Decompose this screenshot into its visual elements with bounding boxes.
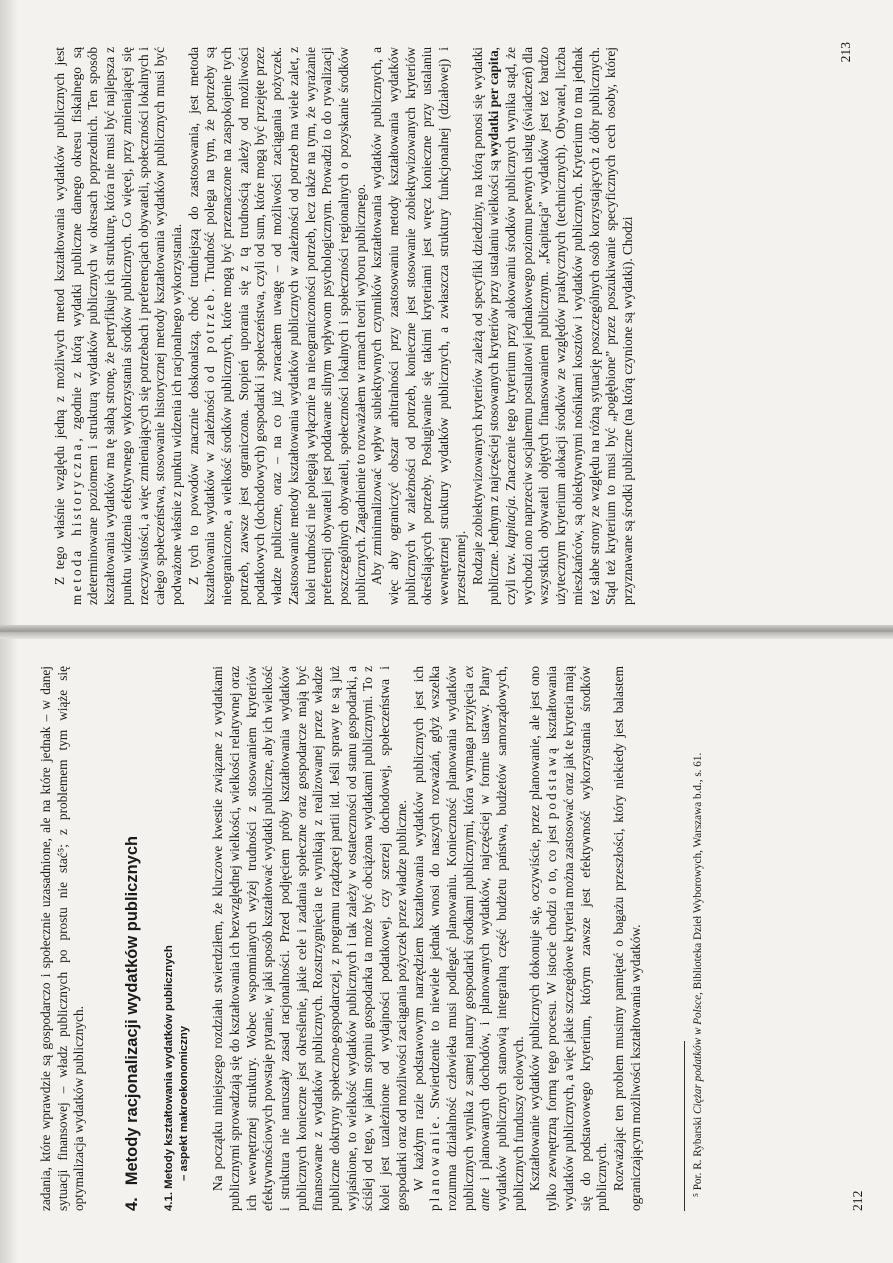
text-run: Z tych to powodów znacznie doskonalszą, choć trudniejszą do zastosowania, jest metoda kształtowania wydatków w zależności — [185, 47, 218, 605]
text-run: Z tego właśnie względu jedną z możliwych metod kształtowania wydatków publicznych jest — [52, 47, 67, 585]
section-title: Metody kształtowania wydatków publicznych — [163, 945, 176, 1189]
text-run: Por. R. Rybarski — [692, 1113, 705, 1191]
bold-term: wydatki per capita — [486, 50, 502, 157]
paragraph: Rozważając ten problem musimy pamiętać o bagażu przeszłości, który niekiedy jest balastem ograniczającym możliwości kształtowania wydatków. — [610, 666, 643, 1211]
paragraph — [470, 47, 637, 605]
page-213 — [0, 0, 893, 625]
book-title: Ciężar podatków w Polsce — [692, 994, 705, 1114]
italic-term: ex ante — [460, 666, 493, 1211]
text-run: , czyli tzw. — [486, 47, 518, 605]
paragraph — [186, 47, 370, 605]
page-212-text-column — [38, 666, 706, 1211]
text-run: Kształtowanie wydatków publicznych dokonuje się, oczywiście, przez planowanie, ale jest ono tylko zewnętrzną formą tego procesu. W istocie chodzi o to, co jest — [527, 666, 560, 1211]
footnote-rule — [684, 1041, 685, 1211]
spaced-emphasis: podstawą — [544, 745, 560, 820]
footnote — [691, 666, 706, 1211]
page-213-text-column — [52, 47, 637, 605]
paragraph — [411, 666, 528, 1211]
text-run: Rodzaje zobiektywizowanych kryteriów zależą od specyfiki dziedziny, na którą ponosi się wydatki publiczne. Jednym z najczęściej stosowanych kryteriów przy ustalaniu wielkości są — [469, 47, 502, 605]
spaced-emphasis: planowanie — [427, 1119, 443, 1211]
paragraph: Na początku niniejszego rozdziału stwierdziłem, że kluczowe kwestie związane z wydatkami publicznymi sprowadzają się do kształtowania ich bezwzględnej wielkości, wielkości relatywnej oraz ich wewnętrznej struktury. Wobec wspomnianych wyżej trudności z stosowaniem kryteriów efektywnościowych powstaje pytanie, w jaki sposób kształtować wydatki publiczne, aby ich wielkość i struktura nie naruszały zasad racjonalności. Przed podjęciem próby kształtowania wydatków publicznych konieczne jest określenie, jakie cele i zadania społeczne oraz gospodarcze mają być finansowane z wydatków publicznych. Rozstrzygnięcia te wynikają z realizowanej przez władze publiczne doktryny społeczno-gospodarczej, z programu rządzącej partii itd. Jeśli sprawy te są już wyjaśnione, to wielkość wydatków publicznych i tak zależy w ostateczności od stanu gospodarki, a ściślej od tego, w jakim stopniu gospodarka ta może być obciążona wydatkami publicznymi. To z kolei jest uzależnione od wydajności podatkowej, czy szerzej dochodowej, społeczeństwa i gospodarki oraz od możliwości zaciągania pożyczek przez władze publiczne. — [210, 666, 409, 1211]
text-run: W każdym razie podstawowym narzędziem kształtowania wydatków publicznych jest ich — [410, 666, 426, 1191]
carryover-paragraph: zadania, które wprawdzie są gospodarczo i społecznie uzasadnione, ale na które jednak – w danej sytuacji finansowej – władz publicznych po prostu nie stać⁵; z problemem tym wiąże się optymalizacja wydatków publicznych. — [38, 666, 87, 1211]
text-run: . Znaczenie tego kryterium przy alokowaniu środków publicznych wynika stąd, że wychodzi ono naprzeciw socjalnemu postulatowi jednakowego poziomu pewnych usług (świadczeń) dla wszystkich obywateli objętych finansowaniem publicznym. „Kapitacja” wydatków jest też bardzo użytecznym kryterium alokacji środków ze względów praktycznych (technicznych). Obywatel, liczba mieszkańców, są obiektywnymi nośnikami kosztów i wydatków publicznych. Kryterium to ma jednak też słabe strony ze względu na różną sytuację poszczególnych osób korzystających z dóbr publicznych. Stąd też kryterium to musi być „pogłębione” przez poszukiwanie specyficznych cech osoby, której przyznawane są środki publiczne (na którą czynione są wydatki). Chodzi — [502, 47, 635, 605]
book-gutter — [0, 625, 893, 639]
page-number: 212 — [850, 1190, 866, 1211]
text-run: . Trudność polega na tym, że potrzeby są nieograniczone, a wielkość środków publicznych, które mogą być przeznaczone na zaspokojenie tych potrzeb, zawsze jest ograniczona. Stopień uporania się z tą trudnością zależy od możliwości podatkowych (dochodowych) gospodarki i społeczeństwa, czyli od sum, które mogą być przejęte przez władze publiczne, oraz – na co już zwracałem uwagę – od możliwości zaciągania pożyczek. Zastosowanie metody kształtowania wydatków publicznych w zależności od potrzeb ma wiele zalet, z kolei trudności nie polegają wyłącznie na nieograniczoności potrzeb, lecz także na tym, że wyrażanie preferencji obywateli jest poddawane silnym wpływom psychologicznym. Prowadzi to do rywalizacji poszczególnych obywateli, społeczności lokalnych i społeczności regionalnych o pozyskanie środków publicznych. Zagadnienie to rozważałem w ramach teorii wyboru publicznego. — [202, 47, 368, 605]
text-run: , zgodnie z którą wydatki publiczne danego okresu fiskalnego są zdeterminowane poziomem i strukturą wydatków publicznych w okresach poprzednich. Ten sposób kształtowania wydatków ma tę słabą stronę, że petryfikuje ich strukturę, która nie musi być najlepsza z punktu widzenia efektywnego wykorzystania środków publicznych. Co więcej, przy zmieniającej się rzeczywistości, a więc zmieniających się potrzebach i preferencjach obywateli, społeczności lokalnych i całego społeczeństwa, stosowanie historycznej metody kształtowania wydatków publicznych musi być podważone właśnie z punktu widzenia ich racjonalnego wykorzystania. — [68, 47, 184, 605]
spaced-emphasis: metoda historyczna — [68, 441, 84, 605]
section-subtitle: – aspekt makroekonomiczny — [178, 1025, 191, 1181]
text-run: kształtowania wydatków publicznych, a więc jakie szczegółowe kryteria można zastosować oraz jak te kryteria mają się do podstawowego kryterium, którym zawsze jest efektywność wykorzystania środków publicznych. — [544, 666, 610, 1211]
page-212 — [0, 639, 893, 1263]
text-run: . Stwierdzenie to niewiele jednak wnosi do naszych rozważań, gdyż wszelka rozumna działalność człowieka musi podlegać planowaniu. Konieczność planowania wydatków publicznych wynika z samej natury gospodarki środkami publicznymi, która wymaga przyjęcia — [427, 666, 476, 1211]
chapter-heading — [122, 666, 142, 1211]
spaced-emphasis: od potrzeb — [202, 292, 218, 383]
italic-term: kapitacja — [502, 498, 518, 549]
section-heading — [162, 666, 192, 1211]
chapter-title: Metody racjonalizacji wydatków publicznych — [123, 835, 142, 1186]
section-number: 4.1. — [163, 1192, 176, 1211]
page-number: 213 — [838, 42, 854, 63]
paragraph — [527, 666, 611, 1211]
footnote-mark: ⁵ — [692, 1193, 705, 1197]
paragraph — [52, 47, 186, 605]
chapter-number: 4. — [123, 1197, 142, 1211]
text-run: , Biblioteka Dzieł Wyborowych, Warszawa b.d., s. 61. — [692, 752, 705, 995]
text-run: i planowanych dochodów, i planowanych wydatków, najczęściej w formie ustawy. Plany wydatków publicznych stanowią integralną część budżetu państwa, budżetów samorządowych, publicznych funduszy celowych. — [477, 666, 526, 1211]
paragraph: Aby zminimalizować wpływ subiektywnych czynników kształtowania wydatków publicznych, a więc aby ograniczyć obszar arbitralności przy zastosowaniu metody kształtowania wydatków publicznych w zależności od potrzeb, konieczne jest stosowanie zobiektywizowanych kryteriów określających potrzeby. Posługiwanie się takimi kryteriami jest wręcz konieczne przy ustalaniu wewnętrznej struktury wydatków publicznych, a zwłaszcza struktury funkcjonalnej (działowej) i przestrzennej. — [369, 47, 468, 605]
